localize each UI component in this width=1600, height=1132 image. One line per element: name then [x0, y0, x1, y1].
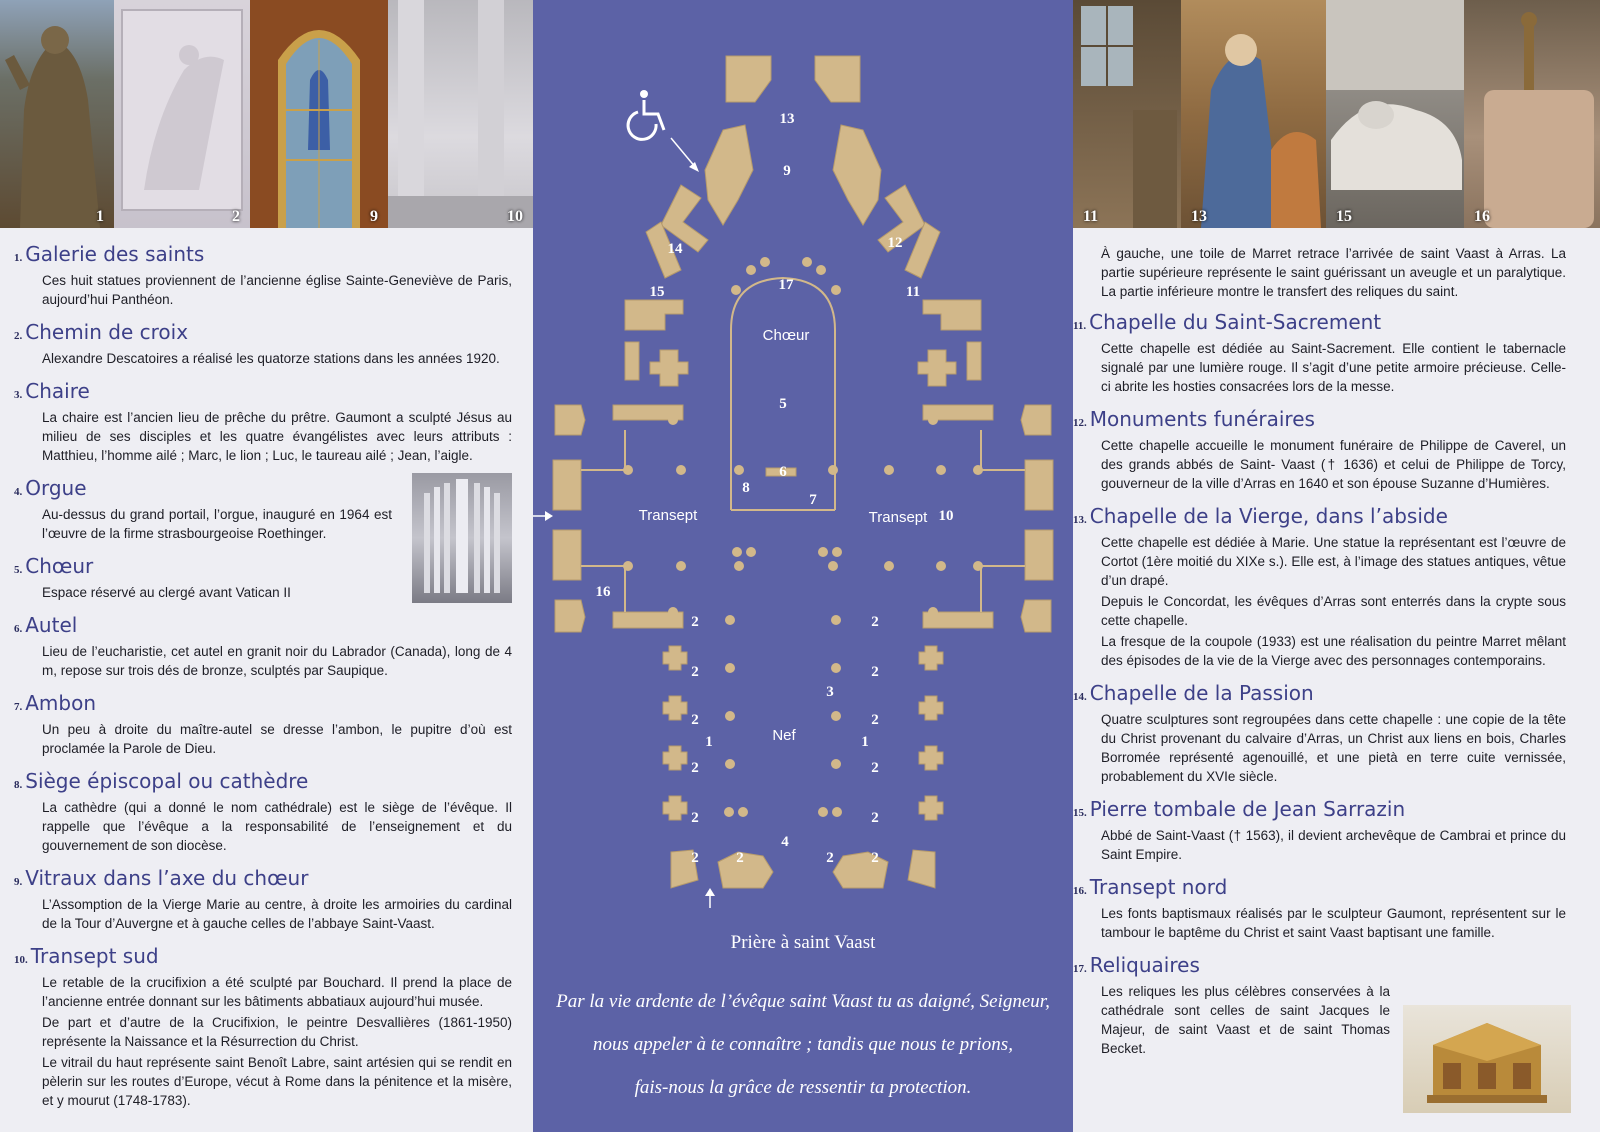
- plan-number: 13: [779, 111, 795, 127]
- entry-transept-sud: [14, 943, 516, 1110]
- photo-chapel: [1073, 0, 1181, 228]
- photo-number: 9: [370, 208, 378, 225]
- right-entries: [1073, 244, 1570, 1068]
- entry-pierre-tombale: [1073, 796, 1570, 864]
- reliquary-image: [1403, 1005, 1571, 1113]
- entry-text: Quatre sculptures sont regroupées dans cette chapelle : une copie de la tête du Christ provenant du calvaire d’Arras, un Christ aux liens en bois, Charles Borromée représenté agenouillé, et une pietà en terre cuite vernissée, probablement du XVIe siècle.: [1101, 712, 1566, 784]
- priere-title: Prière à saint Vaast: [730, 932, 876, 953]
- entry-text: Un peu à droite du maître-autel se dresse l’ambon, le pupitre d’où est proclamée la Parole de Dieu.: [42, 722, 512, 756]
- plan-number-station: 2: [871, 664, 879, 680]
- entry-text: Espace réservé au clergé avant Vatican II: [42, 585, 291, 600]
- plan-number-station: 2: [691, 810, 699, 826]
- photo-relief: [114, 0, 250, 228]
- transept-image: [388, 0, 533, 228]
- entry-text: Cette chapelle accueille le monument funéraire de Philippe de Caverel, un des grands abbés de Saint- Vaast († 1636) et celui de Philippe de Torcy, gouverneur de la ville d’Arras en 1640 et son épouse Suzanne d’Humières.: [1101, 438, 1566, 491]
- entry-title: 16. Transept nord: [1073, 875, 1228, 899]
- right-photo-strip: [1073, 0, 1600, 228]
- plan-pillar: [884, 465, 894, 475]
- entry-text: Le vitrail du haut représente saint Benoît Labre, saint artésien qui se rendit en pèlerin sur les routes d’Europe, vécut à Rome dans la pénitence et la misère, et y mourut (1748-1783).: [42, 1055, 512, 1108]
- plan-pillar: [725, 615, 735, 625]
- plan-shape: [1025, 460, 1053, 510]
- plan-number-station: 2: [871, 850, 879, 866]
- plan-pillar: [623, 561, 633, 571]
- plan-shape: [833, 852, 888, 888]
- plan-shape: [555, 600, 585, 632]
- plan-pillar: [928, 607, 938, 617]
- entry-text: Les fonts baptismaux réalisés par le sculpteur Gaumont, représentent sur le tambour le baptême du Christ et saint Vaast baptisant une famille.: [1101, 906, 1566, 940]
- plan-shape: [555, 405, 585, 435]
- photo-number: 15: [1336, 208, 1352, 225]
- entry-title: 8. Siège épiscopal ou cathèdre: [14, 769, 309, 793]
- fresco-image: [1181, 0, 1326, 228]
- plan-number: 9: [783, 163, 791, 179]
- plan-pier: [663, 746, 687, 770]
- center-panel: [533, 0, 1073, 1132]
- plan-shape: [1021, 405, 1051, 435]
- statue-image: [0, 0, 114, 228]
- plan-pillar: [936, 561, 946, 571]
- entry-title: 3. Chaire: [14, 379, 90, 403]
- entry-title: 12. Monuments funéraires: [1073, 407, 1315, 431]
- plan-shape: [1021, 600, 1051, 632]
- photo-number: 13: [1191, 208, 1207, 225]
- entry-monuments-funeraires: [1073, 406, 1570, 493]
- plan-shape: [625, 300, 683, 330]
- plan-shape: [815, 56, 860, 102]
- plan-pillar: [831, 615, 841, 625]
- plan-pillar: [734, 561, 744, 571]
- plan-pier: [919, 646, 943, 670]
- plan-pillar: [623, 465, 633, 475]
- entry-siege-episcopal: [14, 768, 516, 855]
- photo-number: 11: [1083, 208, 1099, 225]
- plan-number-station: 2: [691, 614, 699, 630]
- plan-pier: [663, 696, 687, 720]
- plan-wall: [981, 430, 1025, 470]
- entry-title: 10. Transept sud: [14, 944, 159, 968]
- plan-number-station: 2: [871, 614, 879, 630]
- entry-text: Les reliques les plus célèbres conservées à la cathédrale sont celles de saint Jacques le Majeur, de saint Vaast et de saint Thomas Becket.: [1101, 984, 1390, 1056]
- photo-tombstone: [1326, 0, 1464, 228]
- arrow-icon: [533, 511, 553, 521]
- plan-number-station: 2: [691, 664, 699, 680]
- plan-number: 10: [938, 508, 954, 524]
- plan-pillar: [724, 807, 734, 817]
- plan-number: 5: [779, 396, 787, 412]
- entry-text: La fresque de la coupole (1933) est une réalisation du peintre Marret mêlant des épisodes de la vie de la Vierge avec des personnages contemporains.: [1101, 634, 1566, 668]
- plan-pillar: [732, 547, 742, 557]
- photo-number: 1: [96, 208, 104, 225]
- plan-pier: [663, 796, 687, 820]
- plan-pier: [919, 696, 943, 720]
- plan-shape: [705, 125, 753, 225]
- plan-pillar: [828, 465, 838, 475]
- entry-intro: [1073, 244, 1570, 301]
- plan-pillar: [725, 663, 735, 673]
- photo-transept: [388, 0, 533, 228]
- photo-fresco: [1181, 0, 1326, 228]
- plan-pillar: [928, 415, 938, 425]
- tombstone-image: [1326, 0, 1464, 228]
- entry-title: 11. Chapelle du Saint-Sacrement: [1073, 310, 1382, 334]
- plan-pillar: [973, 465, 983, 475]
- entry-title: 5. Chœur: [14, 554, 94, 578]
- entry-text: Lieu de l’eucharistie, cet autel en granit noir du Labrador (Canada), long de 4 m, repose sur trois dés de bronze, sculptés par Saupique.: [42, 644, 512, 678]
- entry-chapelle-vierge: [1073, 503, 1570, 670]
- entry-text: Le retable de la crucifixion a été sculpté par Bouchard. Il prend la place de l’ancienne entrée donnant sur les bâtiments abbatiaux aujourd’hui musée.: [42, 975, 512, 1009]
- baptismal-font-image: [1464, 0, 1600, 228]
- arrow-icon: [705, 888, 715, 908]
- entry-title: 6. Autel: [14, 613, 78, 637]
- entry-text: Cette chapelle est dédiée au Saint-Sacrement. Elle contient le tabernacle signalé par une lumière rouge. Il s’agit d’une petite armoire précieuse. Celle-ci abrite les hosties consacrées lors de la messe.: [1101, 341, 1566, 394]
- entry-title: 13. Chapelle de la Vierge, dans l’abside: [1073, 504, 1448, 528]
- plan-pillar: [973, 561, 983, 571]
- relief-image: [114, 0, 250, 228]
- entry-text: Alexandre Descatoires a réalisé les quatorze stations dans les années 1920.: [42, 351, 500, 366]
- entry-text: Abbé de Saint-Vaast († 1563), il devient archevêque de Cambrai et prince du Saint Empire.: [1101, 828, 1566, 862]
- entry-autel: [14, 612, 516, 680]
- plan-label-transept-right: Transept: [868, 509, 928, 526]
- photo-number: 16: [1474, 208, 1490, 225]
- stained-glass-image: [250, 0, 388, 228]
- plan-pillar: [676, 561, 686, 571]
- plan-pillar: [668, 415, 678, 425]
- plan-pillar: [831, 663, 841, 673]
- plan-pillar: [818, 547, 828, 557]
- entry-text: De part et d’autre de la Crucifixion, le peintre Desvallières (1861-1950) représente la Naissance et la Résurrection du Christ.: [42, 1015, 512, 1049]
- plan-pillar: [725, 711, 735, 721]
- entry-text: Cette chapelle est dédiée à Marie. Une statue la représentant est l’œuvre de Cortot (1ère moitié du XIXe s.). Elle est, à l’image des statues antiques, vêtue d’un drapé.: [1101, 535, 1566, 588]
- plan-shape: [967, 342, 981, 380]
- left-photo-strip: [0, 0, 533, 228]
- plan-pier: [919, 796, 943, 820]
- entry-title: 7. Ambon: [14, 691, 97, 715]
- plan-pillar: [832, 807, 842, 817]
- plan-pillar: [828, 561, 838, 571]
- entry-saint-sacrement: [1073, 309, 1570, 396]
- plan-shape: [553, 460, 581, 510]
- plan-pillar: [738, 807, 748, 817]
- plan-number: 3: [826, 684, 834, 700]
- plan-label-transept-left: Transept: [638, 507, 698, 524]
- entry-title: 9. Vitraux dans l’axe du chœur: [14, 866, 309, 890]
- entry-text: La cathèdre (qui a donné le nom cathédrale) est le siège de l’évêque. Il rappelle que l’évêque a la responsabilité de l’enseignement et du gouvernement de son diocèse.: [42, 800, 512, 853]
- plan-number: 6: [779, 464, 787, 480]
- reliquary-photo: [1403, 1005, 1571, 1113]
- prayer-text: [553, 980, 1053, 1109]
- cathedral-plan: [533, 0, 1073, 920]
- entry-chapelle-passion: [1073, 680, 1570, 786]
- plan-wall: [981, 566, 1025, 612]
- plan-pillar: [734, 465, 744, 475]
- plan-pier: [663, 646, 687, 670]
- plan-pillar: [668, 607, 678, 617]
- plan-shape: [553, 530, 581, 580]
- plan-number-station: 2: [826, 850, 834, 866]
- plan-pillar: [831, 711, 841, 721]
- plan-number: 8: [742, 480, 750, 496]
- plan-pillar: [936, 465, 946, 475]
- plan-pillar: [746, 265, 756, 275]
- entry-galerie-des-saints: [14, 241, 516, 309]
- photo-number: 2: [232, 208, 240, 225]
- prayer-line: nous appeler à te connaître ; tandis que nous te prions,: [593, 1034, 1013, 1055]
- plan-shape: [1025, 530, 1053, 580]
- plan-number: 1: [861, 734, 869, 750]
- plan-pillar: [731, 285, 741, 295]
- entry-text: La chaire est l’ancien lieu de prêche du prêtre. Gaumont a sculpté Jésus au milieu de ses disciples et les quatre évangélistes avec leurs attributs : Matthieu, l’homme ailé ; Marc, le lion ; Luc, le taureau ailé ; Jean, l’aigle.: [42, 410, 512, 463]
- plan-number-station: 2: [871, 712, 879, 728]
- organ-image: [412, 473, 512, 603]
- left-panel: [0, 0, 533, 1132]
- entry-title: 1. Galerie des saints: [14, 242, 205, 266]
- plan-pillar: [746, 547, 756, 557]
- plan-pillar: [832, 547, 842, 557]
- entry-transept-nord: [1073, 874, 1570, 942]
- entry-title: 4. Orgue: [14, 476, 87, 500]
- photo-statue: [0, 0, 114, 228]
- plan-label-choeur: Chœur: [762, 327, 810, 344]
- wheelchair-icon: [628, 90, 664, 139]
- plan-number-station: 2: [691, 850, 699, 866]
- plan-shape: [650, 350, 688, 386]
- plan-number: 14: [667, 241, 683, 257]
- plan-number: 15: [649, 284, 665, 300]
- plan-pillar: [676, 465, 686, 475]
- plan-number: 7: [809, 492, 817, 508]
- plan-piers: [663, 646, 943, 820]
- plan-shape: [923, 300, 981, 330]
- plan-pillar: [816, 265, 826, 275]
- plan-pier: [919, 746, 943, 770]
- chapel-image: [1073, 0, 1181, 228]
- plan-shape: [718, 852, 773, 888]
- plan-pillar: [802, 257, 812, 267]
- entry-vitraux: [14, 865, 516, 933]
- plan-shape: [726, 56, 771, 102]
- plan-number: 4: [781, 834, 789, 850]
- entry-title: 2. Chemin de croix: [14, 320, 189, 344]
- plan-number: 12: [887, 235, 903, 251]
- plan-pillar: [831, 759, 841, 769]
- entry-text: Depuis le Concordat, les évêques d’Arras sont enterrés dans la crypte sous cette chapelle.: [1101, 594, 1566, 628]
- left-entries: [14, 241, 516, 1120]
- entry-text: Au-dessus du grand portail, l’orgue, inauguré en 1964 est l’œuvre de la firme strasbourgeoise Roethinger.: [42, 507, 392, 541]
- plan-pillar: [760, 257, 770, 267]
- entry-title: 15. Pierre tombale de Jean Sarrazin: [1073, 797, 1406, 821]
- intro-text: À gauche, une toile de Marret retrace l’arrivée de saint Vaast à Arras. La partie supérieure représente le saint guérissant un aveugle et un paralytique. La partie inférieure montre le transfert des reliques du saint.: [1101, 246, 1566, 299]
- entry-text: L’Assomption de la Vierge Marie au centre, à droite les armoiries du cardinal de la Tour d’Auvergne et à gauche celles de l’abbaye Saint-Vaast.: [42, 897, 512, 931]
- prayer-line: Par la vie ardente de l’évêque saint Vaast tu as daigné, Seigneur,: [556, 991, 1050, 1012]
- plan-shape: [908, 850, 935, 888]
- prayer-line: fais-nous la grâce de ressentir ta protection.: [634, 1077, 972, 1098]
- plan-pillar: [725, 759, 735, 769]
- plan-number: 1: [705, 734, 713, 750]
- photo-stained-glass: [250, 0, 388, 228]
- right-panel: [1073, 0, 1600, 1132]
- plan-number-station: 2: [871, 760, 879, 776]
- plan-number: 17: [778, 277, 794, 293]
- plan-pillar: [831, 285, 841, 295]
- entry-title: 14. Chapelle de la Passion: [1073, 681, 1314, 705]
- plan-shape: [918, 350, 956, 386]
- entry-title: 17. Reliquaires: [1073, 953, 1200, 977]
- entry-ambon: [14, 690, 516, 758]
- plan-pillar: [818, 807, 828, 817]
- photo-number: 10: [507, 208, 523, 225]
- plan-pillar: [884, 561, 894, 571]
- photo-font: [1464, 0, 1600, 228]
- plan-number-station: 2: [691, 712, 699, 728]
- arrow-icon: [671, 138, 699, 172]
- entry-chaire: [14, 378, 516, 465]
- plan-number-station: 2: [871, 810, 879, 826]
- plan-number-station: 2: [736, 850, 744, 866]
- plan-shape: [833, 125, 881, 225]
- plan-number: 11: [905, 284, 921, 300]
- plan-wall: [581, 430, 625, 470]
- entry-text: Ces huit statues proviennent de l’ancienne église Sainte-Geneviève de Paris, aujourd’hui Panthéon.: [42, 273, 512, 307]
- plan-number-station: 2: [691, 760, 699, 776]
- entry-chemin-de-croix: [14, 319, 516, 368]
- plan-label-nef: Nef: [772, 727, 796, 744]
- plan-shape: [625, 342, 639, 380]
- organ-photo: [412, 473, 512, 603]
- plan-number: 16: [595, 584, 611, 600]
